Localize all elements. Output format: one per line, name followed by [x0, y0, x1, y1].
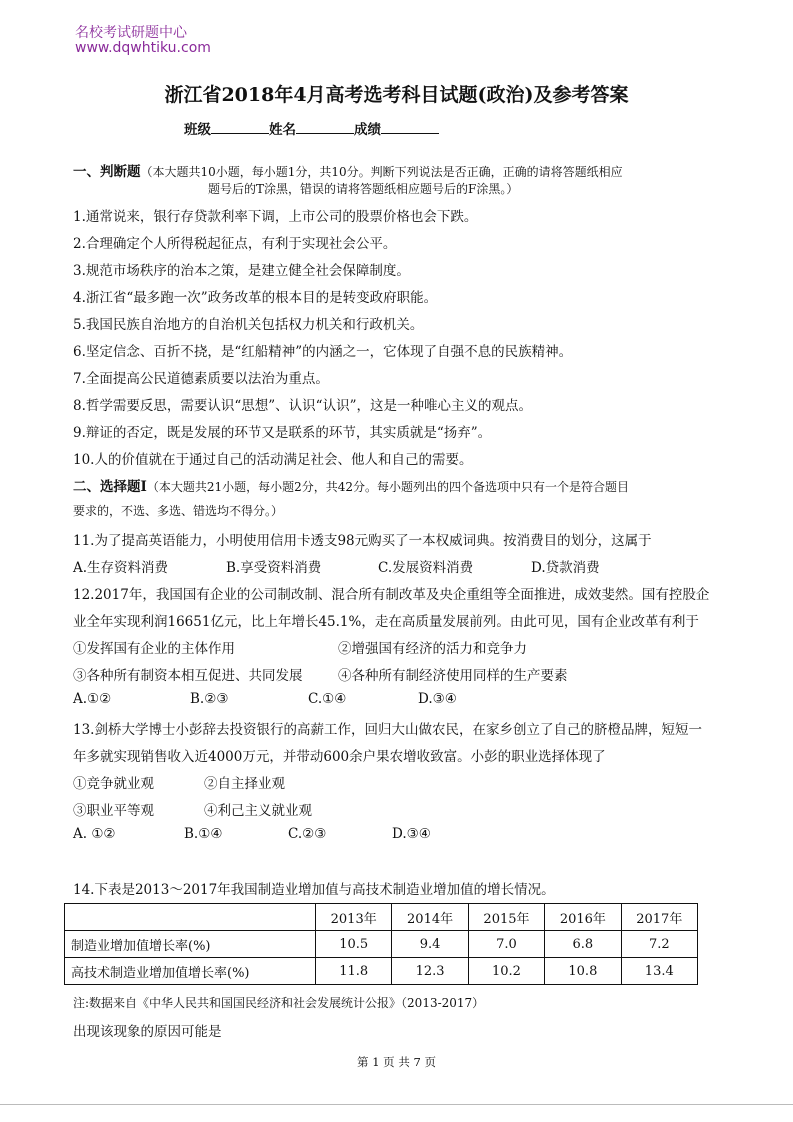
section2-instruction-1: （本大题共21小题，每小题2分，共42分。每小题列出的四个备选项中只有一个是符合题目 [146, 480, 630, 494]
q13-choice-2: ②自主择业观 [204, 776, 285, 792]
judge-item-7: 7.全面提高公民道德素质要以法治为重点。 [73, 371, 329, 387]
judge-item-2: 2.合理确定个人所得税起征点，有利于实现社会公平。 [73, 236, 397, 252]
table-header-row [65, 904, 698, 931]
q11-option-b: B.享受资料消费 [226, 560, 322, 576]
q13-stem-2: 年多就实现销售收入近4000万元，并带动600余户果农增收致富。小彭的职业选择体现了 [73, 749, 606, 765]
section2-heading: 二、选择题Ⅰ [73, 479, 147, 495]
table-row-label: 制造业增加值增长率(%) [65, 931, 316, 958]
table-cell: 7.0 [468, 931, 544, 958]
score-blank [381, 119, 439, 134]
q12-choice-1: ①发挥国有企业的主体作用 [73, 641, 235, 657]
table-row-label: 高技术制造业增加值增长率(%) [65, 958, 316, 985]
judge-item-5: 5.我国民族自治地方的自治机关包括权力机关和行政机关。 [73, 317, 424, 333]
judge-item-3: 3.规范市场秩序的治本之策，是建立健全社会保障制度。 [73, 263, 410, 279]
table-header-cell [65, 904, 316, 931]
section1-heading: 一、判断题 [73, 164, 141, 180]
table-cell: 9.4 [392, 931, 468, 958]
table-cell: 7.2 [621, 931, 697, 958]
table-cell: 11.8 [316, 958, 392, 985]
class-label: 班级 [184, 122, 211, 138]
footer-suffix: 页 [424, 1055, 436, 1069]
q14-stem: 14.下表是2013～2017年我国制造业增加值与高技术制造业增加值的增长情况。 [73, 882, 555, 898]
score-label: 成绩 [354, 122, 381, 138]
judge-item-4: 4.浙江省“最多跑一次”政务改革的根本目的是转变政府职能。 [73, 290, 438, 306]
q13-choice-1: ①竞争就业观 [73, 776, 154, 792]
q14-question: 出现该现象的原因可能是 [73, 1024, 222, 1040]
q14-note: 注:数据来自《中华人民共和国国民经济和社会发展统计公报》（2013-2017） [73, 996, 485, 1010]
judge-item-10: 10.人的价值就在于通过自己的活动满足社会、他人和自己的需要。 [73, 452, 473, 468]
judge-item-9: 9.辩证的否定，既是发展的环节又是联系的环节，其实质就是“扬弃”。 [73, 425, 492, 441]
judge-item-1: 1.通常说来，银行存贷款利率下调，上市公司的股票价格也会下跌。 [73, 209, 478, 225]
q11-stem: 11.为了提高英语能力，小明使用信用卡透支98元购买了一本权威词典。按消费目的划分，这属于 [73, 533, 652, 549]
class-blank [211, 119, 269, 134]
q12-option-a: A.①② [73, 691, 112, 707]
q13-option-b: B.①④ [184, 826, 223, 842]
footer-total-word: 共 [398, 1055, 410, 1069]
section1-instruction-1: （本大题共10小题，每小题1分，共10分。判断下列说法是否正确，正确的请将答题纸相应 [140, 165, 623, 179]
q12-choice-4: ④各种所有制经济使用同样的生产要素 [338, 668, 568, 684]
table-cell: 10.5 [316, 931, 392, 958]
q13-choice-3: ③职业平等观 [73, 803, 154, 819]
q11-option-a: A.生存资料消费 [73, 560, 169, 576]
table-cell: 10.8 [545, 958, 621, 985]
total-pages: 7 [413, 1055, 421, 1069]
q11-option-c: C.发展资料消费 [378, 560, 474, 576]
table-cell: 6.8 [545, 931, 621, 958]
q13-stem-1: 13.剑桥大学博士小彭辞去投资银行的高薪工作，回归大山做农民，在家乡创立了自己的脐橙品牌，短短一 [73, 722, 702, 738]
growth-table [64, 903, 698, 985]
q12-stem-2: 业全年实现利润16651亿元，比上年增长45.1%，走在高质量发展前列。由此可见，国有企业改革有利于 [73, 614, 699, 630]
table-cell: 12.3 [392, 958, 468, 985]
table-header-cell: 2016年 [545, 904, 621, 931]
footer-page-word: 页 [383, 1055, 395, 1069]
section1-instruction-2: 题号后的T涂黑，错误的请将答题纸相应题号后的F涂黑。） [208, 182, 519, 196]
page-footer [0, 1054, 793, 1070]
table-cell: 13.4 [621, 958, 697, 985]
table-header-cell: 2015年 [468, 904, 544, 931]
page-title: 浙江省2018年4月高考选考科目试题(政治)及参考答案 [164, 84, 629, 106]
name-blank [296, 119, 354, 134]
class-line [184, 118, 439, 138]
q13-option-c: C.②③ [288, 826, 327, 842]
page-bottom-divider [0, 1104, 793, 1105]
name-label: 姓名 [269, 122, 296, 138]
q12-choice-3: ③各种所有制资本相互促进、共同发展 [73, 668, 303, 684]
table-row [65, 931, 698, 958]
footer-prefix: 第 [357, 1055, 369, 1069]
table-header-cell: 2014年 [392, 904, 468, 931]
q13-option-d: D.③④ [392, 826, 431, 842]
table-header-cell: 2017年 [621, 904, 697, 931]
q12-stem-1: 12.2017年，我国国有企业的公司制改制、混合所有制改革及央企重组等全面推进，成效斐然。国有控股企 [73, 587, 710, 603]
judge-item-6: 6.坚定信念、百折不挠，是“红船精神”的内涵之一，它体现了自强不息的民族精神。 [73, 344, 573, 360]
q12-option-b: B.②③ [190, 691, 229, 707]
q13-option-a: A. ①② [73, 826, 116, 842]
watermark-name: 名校考试研题中心 [75, 25, 187, 41]
watermark-url[interactable]: www.dqwhtiku.com [75, 40, 211, 56]
q12-option-c: C.①④ [308, 691, 347, 707]
q12-option-d: D.③④ [418, 691, 457, 707]
table-header-cell: 2013年 [316, 904, 392, 931]
section2-instruction-2: 要求的，不选、多选、错选均不得分。） [73, 504, 284, 518]
section2-header [73, 475, 629, 495]
table-cell: 10.2 [468, 958, 544, 985]
section1-header [73, 160, 623, 180]
judge-item-8: 8.哲学需要反思，需要认识“思想”、认识“认识”，这是一种唯心主义的观点。 [73, 398, 532, 414]
q11-option-d: D.贷款消费 [531, 560, 600, 576]
table-row [65, 958, 698, 985]
current-page: 1 [372, 1055, 380, 1069]
q13-choice-4: ④利己主义就业观 [204, 803, 312, 819]
q12-choice-2: ②增强国有经济的活力和竞争力 [338, 641, 527, 657]
